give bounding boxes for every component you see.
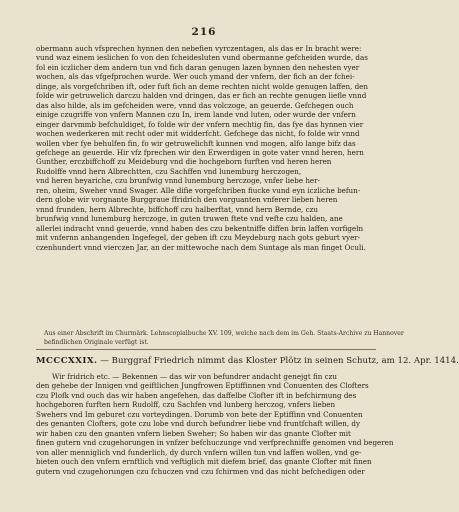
document-number: MCCCXXIX. bbox=[36, 356, 98, 366]
text-line: obermann auch vfsprechen hynnen den nebefien vyrczentagen, als das er In bracht were: bbox=[36, 44, 362, 53]
text-line: den gehebe der Innigen vnd geiftlichen Jungfrowen Eptiffinnen vnd Conuenten des Clofters bbox=[36, 381, 369, 391]
text-line: wollen vber fye behulfen fin, fo wir getruwelichft kunnen vnd mogen, alfo lange bifz das bbox=[36, 138, 356, 148]
text-line: Rudolffe vnnd hern Albrechtten, czu Sachffen vnd lunemburg herczogen, bbox=[36, 166, 302, 176]
text-line: vund waz einem ieslichen fo von den fcheidesluten vund obermanne gefcheiden wurde, das bbox=[36, 53, 368, 63]
text-line: mit vnfernn anhangenden Ingefegel, der geben ift czu Meydeburg nach gots geburt vyer- bbox=[36, 233, 361, 243]
text-line: einger darvmmb befchuldiget, fo folde wir der vnfern mechtig fin, das fye das hynnen vier bbox=[36, 119, 364, 129]
document-title: Burggraf Friedrich nimmt das Kloster Plötz in seinen Schutz, am 12. Apr. 1414. bbox=[111, 356, 459, 366]
source-note bbox=[44, 330, 404, 347]
text-line: allerlei indracht vnnd geuerde, vnnd haben des czu bekentniffe diffen brin laffen vorfigeln bbox=[36, 223, 364, 233]
document-text-block bbox=[36, 372, 394, 476]
text-line: gutern vnd czugehorungen czu fchuczen vnd czu fchirmen vnd das nicht befchedigen oder bbox=[36, 466, 365, 476]
text-line: brunfwig vnnd lunemburg herczoge, in guten truwen ftete vnd vefte czu halden, ane bbox=[36, 214, 343, 224]
text-line: dinge, als vorgefchriben ift, oder fuft fich an deme rechten nicht wolde genugen laffen, den bbox=[36, 81, 368, 91]
text-line: das also hilde, als im gefcheiden were, vnnd das volczoge, an geuerde. Gefchegen ouch bbox=[36, 100, 354, 110]
document-heading bbox=[36, 356, 459, 367]
page-number: 216 bbox=[191, 26, 217, 38]
text-line: czenhundert vnnd vierczen Jar, an der mittewoche nach dem Suntage als man finget Oculi. bbox=[36, 242, 366, 252]
text-line: czu Plofk vnd ouch das wir haben angefehen, das daffelbe Clofter ift in befchirmung des bbox=[36, 390, 357, 400]
text-line: des genanten Clofters, gote czu lobe vnd durch befundrer liebe vnd fruntfchaft willen, dy bbox=[36, 419, 360, 429]
section-divider bbox=[36, 349, 376, 350]
heading-separator: — bbox=[100, 356, 112, 366]
text-line: wir haben czu den gnanten vnfern lieben Sweher; So haben wir das gnante Clofter mit bbox=[36, 428, 351, 438]
text-line: vnd heren heyariche, czu brunfwig vnnd lunemburg herczoge, vnfer liebe her- bbox=[36, 176, 320, 186]
text-line: einige czugriffe von vnfern Mannen czu In, irem lande vnd luten, oder wurde der vnfern bbox=[36, 110, 356, 120]
text-line: gefchege an geuerde. Hir vfz fprechen wir den Erwerdigen in gote vater vnnd heren, hern bbox=[36, 147, 364, 157]
text-line: ren, oheim, Sweher vnnd Swager. Alle difie vorgefchriben fiucke vund eyn iczliche befun- bbox=[36, 185, 361, 195]
text-line: Swehers vnd Im geburet czu vorteydingen. Dorumb von bete der Eptiffinn vnd Conuenten bbox=[36, 409, 363, 419]
text-line: dern globe wir vorgnante Burggraue ffridrich den vorguanten vnferer lieben heren bbox=[36, 195, 338, 205]
source-line: befindlichen Originale verfügt ist. bbox=[44, 338, 149, 346]
text-line: finen gutern vnd czugehorungen in vnfzer befchuczunge vnd verfprechniffe genomen vnd begeren bbox=[36, 438, 394, 448]
text-line: wochen wederkeren mit recht oder mit widderfcht. Gefchege das nicht, fo folde wir vnnd bbox=[36, 129, 360, 139]
text-line: von aller menniglich vnd funderlich, dy durch vnfern willen tun vnd laffen wollen, vnd ge- bbox=[36, 447, 362, 457]
text-line: vnnd frunden, hern Albrechte, biffchoff czu halberftat, vnnd hern Bernde, czu bbox=[36, 204, 318, 214]
text-line: folde wir getruwelich darczu halden vnd dringen, das er fich an rechte genugen liefle vnnd bbox=[36, 91, 367, 101]
text-line: Wir fridrich etc. — Bekennen — das wir von befundrer andacht genejgt fin czu bbox=[52, 372, 337, 381]
text-line: wochen, als das vfgefprochen wurde. Wer ouch ymand der vnfern, der fich an der fchei- bbox=[36, 72, 355, 82]
text-line: Gunther, erczbiffchoff zu Meideburg vnd die hochgeborn furften vnd heren heren bbox=[36, 157, 332, 167]
text-line: hochgeboren furften hern Rudolff, czu Sachfen vnd lunberg herczog, vnfers lieben bbox=[36, 400, 336, 410]
text-line: fol ein iczlicher dem andern tun vnd fich daran genugen lazen bynnen den nehesten vyer bbox=[36, 62, 360, 72]
source-line: Aus einer Abschrift im Churmärk. Lehnscopialbuche XV. 109, welche nach dem im Geh. Staats-Archive zu Hannover bbox=[44, 330, 404, 337]
main-text-block bbox=[36, 44, 378, 252]
text-line: bieten ouch den vnfern ernftlich vnd veftiglich mit diefem brief, das gnante Clofter mit finen bbox=[36, 457, 372, 467]
